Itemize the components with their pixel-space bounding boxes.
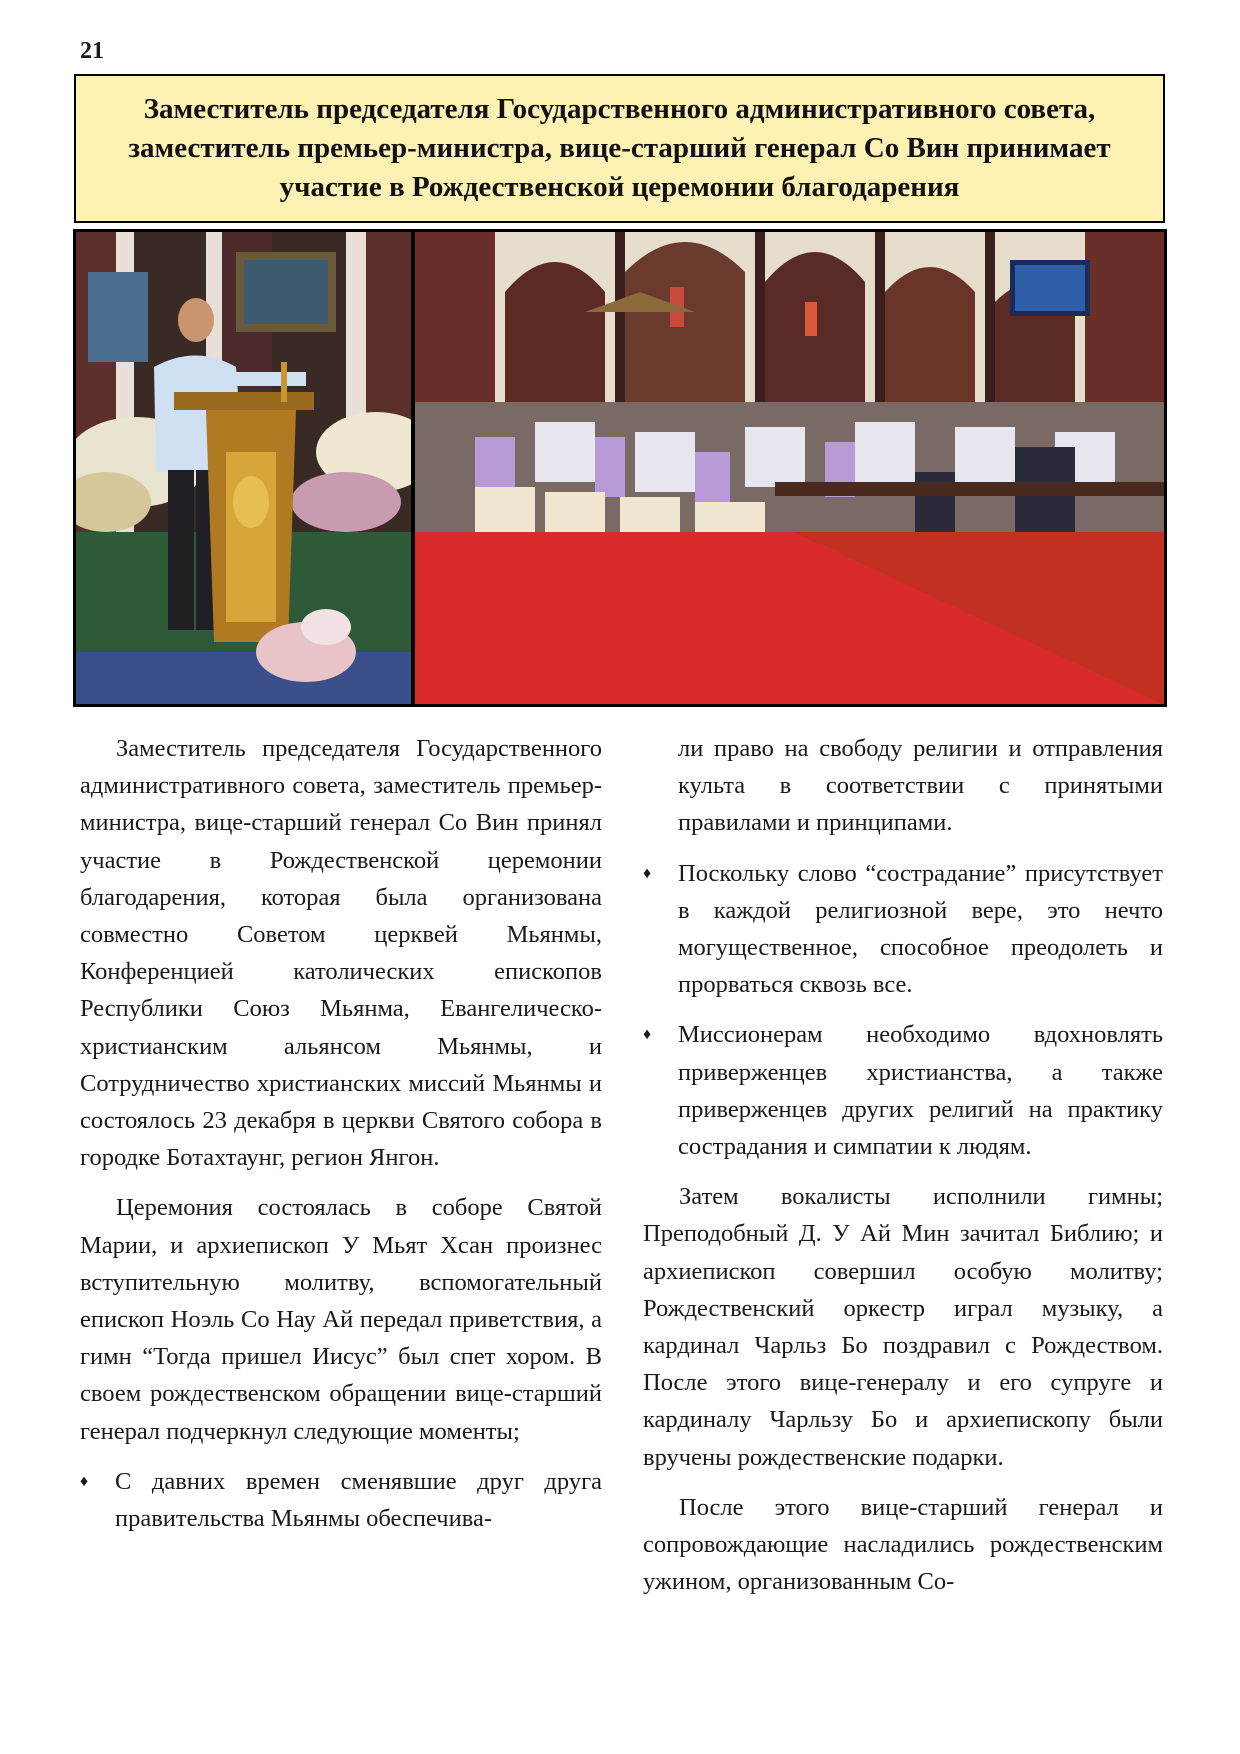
key-points-list bbox=[643, 855, 1163, 1166]
key-points-list bbox=[80, 1463, 602, 1537]
article-left-column bbox=[80, 730, 602, 1550]
headline-box bbox=[74, 74, 1165, 223]
list-item bbox=[643, 1016, 1163, 1165]
article-right-column bbox=[643, 730, 1163, 1613]
list-item bbox=[643, 855, 1163, 1004]
diamond-bullet-icon: ♦ bbox=[643, 864, 652, 882]
list-item-continuation: ли право на свободу религии и отправления культа в соответствии с принятыми правилами и принципами. bbox=[678, 735, 1163, 837]
article-paragraph: Заместитель председателя Государственного административного совета, заместитель премьер-министра, вице-старший генерал Со Вин принял участие в Рождественской церемонии благодарения, которая была организована совместно Советом церквей Мьянмы, Конференцией католических епископов Республики Союз Мьянма, Евангелическо-христианским альянсом Мьянмы, и Сотрудничество христианских миссий Мьянмы и состоялось 23 декабря в церкви Святого собора в городке Ботахтаунг, регион Янгон. bbox=[80, 735, 602, 1172]
headline: Заместитель председателя Государственного административного совета, заместитель премьер-министра, вице-старший генерал Со Вин принимает участие в Рождественской церемонии благодарения bbox=[128, 93, 1111, 203]
diamond-bullet-icon: ♦ bbox=[80, 1472, 89, 1490]
list-item-text: С давних времен сменявшие друг друга правительства Мьянмы обеспечива- bbox=[115, 1467, 602, 1533]
article-paragraph: Затем вокалисты исполнили гимны; Преподобный Д. У Ай Мин зачитал Библию; и архиепископ совершил особую молитву; Рождественский оркестр играл музыку, а кардинал Чарльз Бо поздравил с Рождеством. После этого вице-генералу и его супруге и кардиналу Чарльзу Бо и архиепископу были вручены рождественские подарки. bbox=[643, 1183, 1163, 1471]
list-item-text: Поскольку слово “сострадание” присутствует в каждой религиозной вере, это нечто могущественное, способное преодолеть и прорваться сквозь все. bbox=[678, 859, 1163, 999]
photo-strip bbox=[73, 229, 1167, 707]
list-item-text: Миссионерам необходимо вдохновлять приверженцев христианства, а также приверженцев других религий на практику сострадания и симпатии к людям. bbox=[678, 1021, 1163, 1161]
article-paragraph: После этого вице-старший генерал и сопровождающие насладились рождественским ужином, организованным Со- bbox=[643, 1493, 1163, 1596]
list-item bbox=[80, 1463, 602, 1537]
page-number: 21 bbox=[80, 38, 104, 64]
diamond-bullet-icon: ♦ bbox=[643, 1026, 652, 1044]
cathedral-audience-photo bbox=[415, 232, 1164, 704]
speaker-at-podium-photo bbox=[76, 232, 411, 704]
article-paragraph: Церемония состоялась в соборе Святой Марии, и архиепископ У Мьят Хсан произнес вступительную молитву, вспомогательный епископ Ноэль Со Нау Ай передал приветствия, а гимн “Тогда пришел Иисус” был спет хором. В своем рождественском обращении вице-старший генерал подчеркнул следующие моменты; bbox=[80, 1194, 602, 1445]
